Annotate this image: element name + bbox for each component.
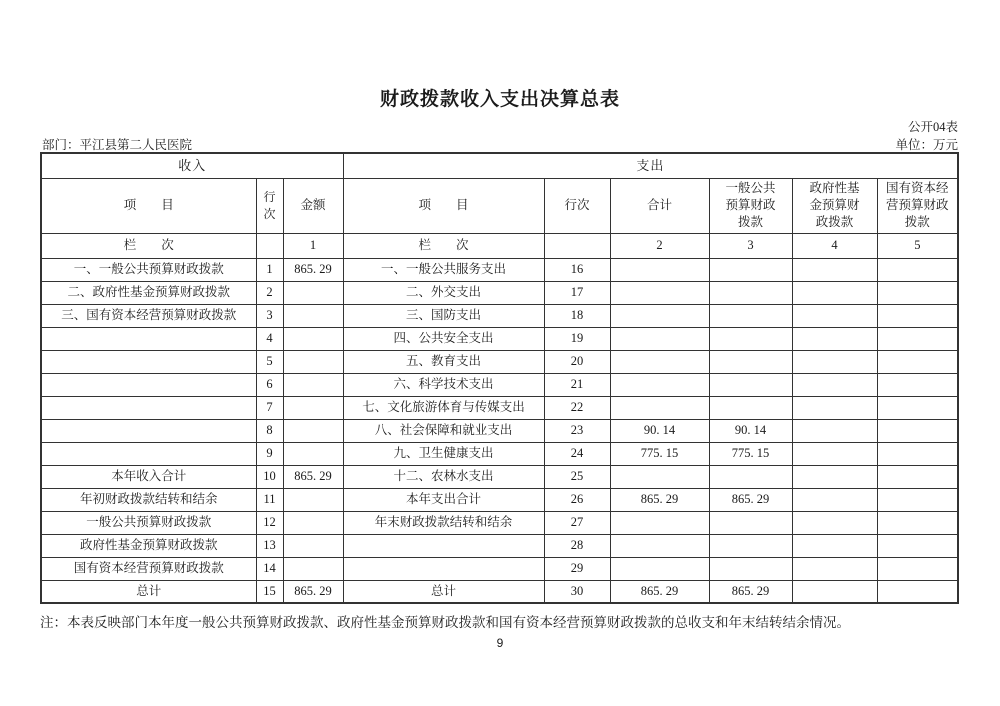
expenditure-statecapital-cell	[877, 465, 958, 488]
expenditure-general-cell: 865. 29	[709, 580, 792, 603]
expenditure-lane-total: 2	[610, 233, 709, 258]
expenditure-item-cell: 二、外交支出	[343, 281, 544, 304]
expenditure-govfund-cell	[792, 350, 877, 373]
expenditure-item-cell: 四、公共安全支出	[343, 327, 544, 350]
expenditure-item-cell: 九、卫生健康支出	[343, 442, 544, 465]
expenditure-total-cell: 90. 14	[610, 419, 709, 442]
income-amount-cell	[283, 511, 343, 534]
income-item-cell: 政府性基金预算财政拨款	[41, 534, 256, 557]
income-line-cell: 11	[256, 488, 283, 511]
income-line-cell: 1	[256, 258, 283, 281]
section-band-row	[41, 153, 958, 178]
expenditure-total-cell	[610, 373, 709, 396]
expenditure-govfund-cell	[792, 465, 877, 488]
expenditure-line-cell: 21	[544, 373, 610, 396]
expenditure-item-cell: 七、文化旅游体育与传媒支出	[343, 396, 544, 419]
expenditure-item-cell: 六、科学技术支出	[343, 373, 544, 396]
income-item-cell	[41, 442, 256, 465]
income-line-cell: 15	[256, 580, 283, 603]
income-amount-cell: 865. 29	[283, 258, 343, 281]
page-title: 财政拨款收入支出决算总表	[379, 89, 620, 110]
expenditure-statecapital-cell	[877, 419, 958, 442]
expenditure-line-cell: 16	[544, 258, 610, 281]
income-line-cell: 13	[256, 534, 283, 557]
expenditure-statecapital-cell	[877, 373, 958, 396]
lane-number-row	[41, 233, 958, 258]
income-line-cell: 8	[256, 419, 283, 442]
expenditure-govfund-cell	[792, 557, 877, 580]
footnote: 注：本表反映部门本年度一般公共预算财政拨款、政府性基金预算财政拨款和国有资本经营预算财政拨款的总收支和年末结转结余情况。	[40, 615, 850, 630]
expenditure-lane-govfund: 4	[792, 233, 877, 258]
department-label: 部门：平江县第二人民医院	[42, 138, 193, 152]
income-line-cell: 12	[256, 511, 283, 534]
unit-label: 单位：万元	[895, 138, 958, 152]
expenditure-govfund-cell	[792, 396, 877, 419]
income-lane-amount: 1	[283, 233, 343, 258]
income-line-cell: 3	[256, 304, 283, 327]
income-item-cell: 国有资本经营预算财政拨款	[41, 557, 256, 580]
income-amount-cell	[283, 327, 343, 350]
income-item-cell: 二、政府性基金预算财政拨款	[41, 281, 256, 304]
expenditure-lane-line	[544, 233, 610, 258]
table-row	[41, 258, 958, 281]
income-line-cell: 10	[256, 465, 283, 488]
table-code-label: 公开04表	[907, 120, 958, 134]
expenditure-lane-statecapital: 5	[877, 233, 958, 258]
income-item-cell	[41, 419, 256, 442]
expenditure-lane-general: 3	[709, 233, 792, 258]
expenditure-statecapital-cell	[877, 350, 958, 373]
income-item-cell	[41, 350, 256, 373]
expenditure-statecapital-cell	[877, 281, 958, 304]
expenditure-govfund-cell	[792, 281, 877, 304]
expenditure-general-cell	[709, 373, 792, 396]
income-line-cell: 7	[256, 396, 283, 419]
expenditure-lane-label: 栏 次	[343, 233, 544, 258]
expenditure-item-cell: 一、一般公共服务支出	[343, 258, 544, 281]
expenditure-item-cell: 十二、农林水支出	[343, 465, 544, 488]
expenditure-general-cell: 865. 29	[709, 488, 792, 511]
expenditure-total-cell	[610, 258, 709, 281]
income-amount-header: 金额	[283, 178, 343, 233]
expenditure-statecapital-cell	[877, 511, 958, 534]
income-item-cell	[41, 327, 256, 350]
income-lane-line	[256, 233, 283, 258]
expenditure-item-cell: 五、教育支出	[343, 350, 544, 373]
expenditure-item-cell	[343, 557, 544, 580]
table-row	[41, 281, 958, 304]
income-item-cell: 一般公共预算财政拨款	[41, 511, 256, 534]
expenditure-item-cell: 年末财政拨款结转和结余	[343, 511, 544, 534]
expenditure-line-header: 行次	[544, 178, 610, 233]
table-row	[41, 580, 958, 603]
table-row	[41, 396, 958, 419]
expenditure-govfund-cell	[792, 442, 877, 465]
expenditure-statecapital-cell	[877, 488, 958, 511]
expenditure-total-cell	[610, 327, 709, 350]
expenditure-gov-fund-header	[792, 178, 877, 233]
expenditure-general-cell	[709, 304, 792, 327]
expenditure-line-cell: 23	[544, 419, 610, 442]
expenditure-total-cell	[610, 465, 709, 488]
table-row	[41, 488, 958, 511]
income-item-header: 项 目	[41, 178, 256, 233]
expenditure-total-cell: 865. 29	[610, 488, 709, 511]
income-amount-cell	[283, 281, 343, 304]
expenditure-total-cell	[610, 281, 709, 304]
expenditure-statecapital-cell	[877, 557, 958, 580]
table-row	[41, 511, 958, 534]
expenditure-govfund-cell	[792, 580, 877, 603]
income-item-cell	[41, 396, 256, 419]
income-item-cell: 本年收入合计	[41, 465, 256, 488]
table-row	[41, 442, 958, 465]
income-amount-cell	[283, 304, 343, 327]
expenditure-total-cell	[610, 534, 709, 557]
table-row	[41, 465, 958, 488]
expenditure-statecapital-cell	[877, 396, 958, 419]
expenditure-item-cell: 本年支出合计	[343, 488, 544, 511]
income-line-cell: 2	[256, 281, 283, 304]
expenditure-general-cell	[709, 511, 792, 534]
expenditure-line-cell: 18	[544, 304, 610, 327]
expenditure-line-cell: 26	[544, 488, 610, 511]
expenditure-statecapital-cell	[877, 580, 958, 603]
table-row	[41, 350, 958, 373]
income-item-cell: 年初财政拨款结转和结余	[41, 488, 256, 511]
expenditure-line-cell: 17	[544, 281, 610, 304]
page-number: 9	[496, 636, 504, 650]
table-row	[41, 304, 958, 327]
income-item-cell: 三、国有资本经营预算财政拨款	[41, 304, 256, 327]
expenditure-statecapital-cell	[877, 534, 958, 557]
income-lane-label: 栏 次	[41, 233, 256, 258]
expenditure-line-cell: 28	[544, 534, 610, 557]
expenditure-item-cell: 八、社会保障和就业支出	[343, 419, 544, 442]
income-amount-cell	[283, 442, 343, 465]
column-header-row	[41, 178, 958, 233]
income-line-header: 行次	[256, 178, 283, 233]
expenditure-state-capital-header-text: 国有资本经营预算财政拨款	[886, 181, 949, 229]
expenditure-line-cell: 22	[544, 396, 610, 419]
expenditure-govfund-cell	[792, 419, 877, 442]
expenditure-line-cell: 19	[544, 327, 610, 350]
expenditure-govfund-cell	[792, 373, 877, 396]
expenditure-general-cell	[709, 327, 792, 350]
expenditure-statecapital-cell	[877, 304, 958, 327]
expenditure-line-cell: 25	[544, 465, 610, 488]
expenditure-govfund-cell	[792, 511, 877, 534]
income-line-cell: 9	[256, 442, 283, 465]
income-amount-cell: 865. 29	[283, 580, 343, 603]
expenditure-statecapital-cell	[877, 327, 958, 350]
income-amount-cell	[283, 396, 343, 419]
expenditure-total-cell	[610, 304, 709, 327]
expenditure-govfund-cell	[792, 304, 877, 327]
income-line-cell: 4	[256, 327, 283, 350]
expenditure-total-cell: 775. 15	[610, 442, 709, 465]
table-row	[41, 373, 958, 396]
expenditure-govfund-cell	[792, 488, 877, 511]
income-item-cell: 一、一般公共预算财政拨款	[41, 258, 256, 281]
income-line-cell: 14	[256, 557, 283, 580]
expenditure-govfund-cell	[792, 534, 877, 557]
expenditure-general-cell	[709, 557, 792, 580]
income-amount-cell	[283, 419, 343, 442]
expenditure-general-cell	[709, 465, 792, 488]
expenditure-general-budget-header	[709, 178, 792, 233]
income-line-cell: 6	[256, 373, 283, 396]
expenditure-general-cell: 775. 15	[709, 442, 792, 465]
expenditure-total-cell	[610, 350, 709, 373]
income-amount-cell: 865. 29	[283, 465, 343, 488]
income-amount-cell	[283, 534, 343, 557]
expenditure-general-cell	[709, 396, 792, 419]
expenditure-total-cell: 865. 29	[610, 580, 709, 603]
expenditure-general-cell	[709, 534, 792, 557]
expenditure-govfund-cell	[792, 327, 877, 350]
expenditure-state-capital-header	[877, 178, 958, 233]
expenditure-total-header: 合计	[610, 178, 709, 233]
expenditure-statecapital-cell	[877, 442, 958, 465]
table-row	[41, 419, 958, 442]
income-amount-cell	[283, 557, 343, 580]
income-amount-cell	[283, 350, 343, 373]
income-item-cell: 总计	[41, 580, 256, 603]
expenditure-line-cell: 20	[544, 350, 610, 373]
expenditure-line-cell: 30	[544, 580, 610, 603]
expenditure-item-cell: 三、国防支出	[343, 304, 544, 327]
expenditure-general-budget-header-text: 一般公共预算财政拨款	[725, 181, 776, 229]
expenditure-section-header: 支出	[343, 153, 958, 178]
income-amount-cell	[283, 488, 343, 511]
expenditure-general-cell: 90. 14	[709, 419, 792, 442]
expenditure-line-cell: 27	[544, 511, 610, 534]
income-amount-cell	[283, 373, 343, 396]
expenditure-item-cell: 总计	[343, 580, 544, 603]
expenditure-line-cell: 29	[544, 557, 610, 580]
expenditure-general-cell	[709, 350, 792, 373]
table-row	[41, 327, 958, 350]
expenditure-gov-fund-header-text: 政府性基金预算财政拨款	[809, 181, 860, 229]
table-row	[41, 557, 958, 580]
expenditure-total-cell	[610, 511, 709, 534]
expenditure-statecapital-cell	[877, 258, 958, 281]
expenditure-line-cell: 24	[544, 442, 610, 465]
table-row	[41, 534, 958, 557]
expenditure-item-cell	[343, 534, 544, 557]
expenditure-total-cell	[610, 557, 709, 580]
expenditure-item-header: 项 目	[343, 178, 544, 233]
expenditure-general-cell	[709, 258, 792, 281]
income-item-cell	[41, 373, 256, 396]
income-section-header: 收入	[41, 153, 343, 178]
expenditure-general-cell	[709, 281, 792, 304]
budget-summary-table	[40, 152, 959, 604]
income-line-cell: 5	[256, 350, 283, 373]
expenditure-total-cell	[610, 396, 709, 419]
expenditure-govfund-cell	[792, 258, 877, 281]
